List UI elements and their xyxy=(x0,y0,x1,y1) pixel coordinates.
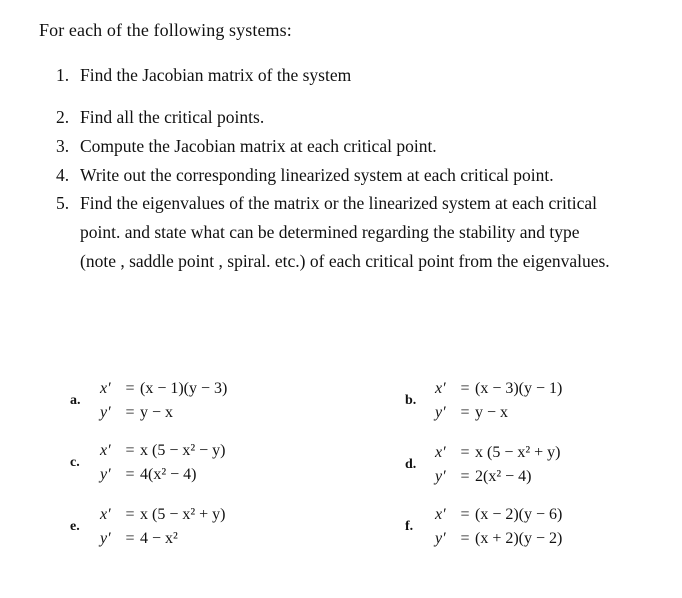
equals-sign: = xyxy=(460,380,470,397)
equation-lhs: x′ xyxy=(435,506,446,523)
equals-sign: = xyxy=(125,530,135,547)
equation-lhs: y′ xyxy=(435,468,446,485)
equation-rhs: x (5 − x² − y) xyxy=(140,442,226,459)
equation-rhs: (x + 2)(y − 2) xyxy=(475,530,563,547)
task-text: Find the eigenvalues of the matrix or the linearized system at each critical point. and state what can be determined regarding the stability and type (note , saddle point , spiral. etc.) of each critical point from the eigenvalues. xyxy=(80,193,610,271)
equals-sign: = xyxy=(460,444,470,461)
system-label: c. xyxy=(70,455,80,470)
task-text: Compute the Jacobian matrix at each critical point. xyxy=(80,136,437,156)
equation-x xyxy=(100,506,226,524)
equation-x xyxy=(100,442,226,460)
equation-lhs: x′ xyxy=(435,444,446,461)
equation-x xyxy=(435,506,562,524)
equation-rhs: 4(x² − 4) xyxy=(140,466,197,483)
equation-y xyxy=(435,404,508,422)
equation-rhs: x (5 − x² + y) xyxy=(475,444,561,461)
equation-rhs: 2(x² − 4) xyxy=(475,468,532,485)
equals-sign: = xyxy=(460,506,470,523)
task-number: 5. xyxy=(56,193,70,213)
equation-y xyxy=(435,468,531,486)
task-text: Write out the corresponding linearized system at each critical point. xyxy=(80,165,554,185)
system-label: a. xyxy=(70,393,81,408)
equation-lhs: x′ xyxy=(100,506,111,523)
equation-rhs: (x − 3)(y − 1) xyxy=(475,380,563,397)
system-label: b. xyxy=(405,393,417,408)
equation-y xyxy=(100,404,173,422)
equals-sign: = xyxy=(125,506,135,523)
equation-y xyxy=(100,466,196,484)
equation-lhs: y′ xyxy=(435,530,446,547)
equation-lhs: x′ xyxy=(435,380,446,397)
equation-lhs: x′ xyxy=(100,380,111,397)
equation-y xyxy=(100,530,178,548)
equation-x xyxy=(100,380,227,398)
task-text: Find the Jacobian matrix of the system xyxy=(80,65,352,85)
equation-lhs: y′ xyxy=(100,404,111,421)
task-number: 1. xyxy=(56,65,70,85)
system-label: f. xyxy=(405,519,414,534)
equation-x xyxy=(435,380,562,398)
equals-sign: = xyxy=(125,380,135,397)
equation-y xyxy=(435,530,562,548)
equation-lhs: y′ xyxy=(100,530,111,547)
equals-sign: = xyxy=(460,404,470,421)
task-number: 4. xyxy=(56,165,70,185)
equation-lhs: y′ xyxy=(435,404,446,421)
task-text: Find all the critical points. xyxy=(80,107,265,127)
intro-text: For each of the following systems: xyxy=(39,20,292,40)
task-number: 2. xyxy=(56,107,70,127)
equation-x xyxy=(435,444,561,462)
task-number: 3. xyxy=(56,136,70,156)
system-label: d. xyxy=(405,457,417,472)
equals-sign: = xyxy=(125,466,135,483)
equation-rhs: 4 − x² xyxy=(140,530,178,547)
equation-rhs: y − x xyxy=(140,404,174,421)
equation-lhs: x′ xyxy=(100,442,111,459)
equation-rhs: x (5 − x² + y) xyxy=(140,506,226,523)
equals-sign: = xyxy=(460,530,470,547)
system-label: e. xyxy=(70,519,80,534)
equation-rhs: (x − 1)(y − 3) xyxy=(140,380,228,397)
equals-sign: = xyxy=(125,404,135,421)
equals-sign: = xyxy=(460,468,470,485)
equation-lhs: y′ xyxy=(100,466,111,483)
equals-sign: = xyxy=(125,442,135,459)
equation-rhs: y − x xyxy=(475,404,509,421)
equation-rhs: (x − 2)(y − 6) xyxy=(475,506,563,523)
